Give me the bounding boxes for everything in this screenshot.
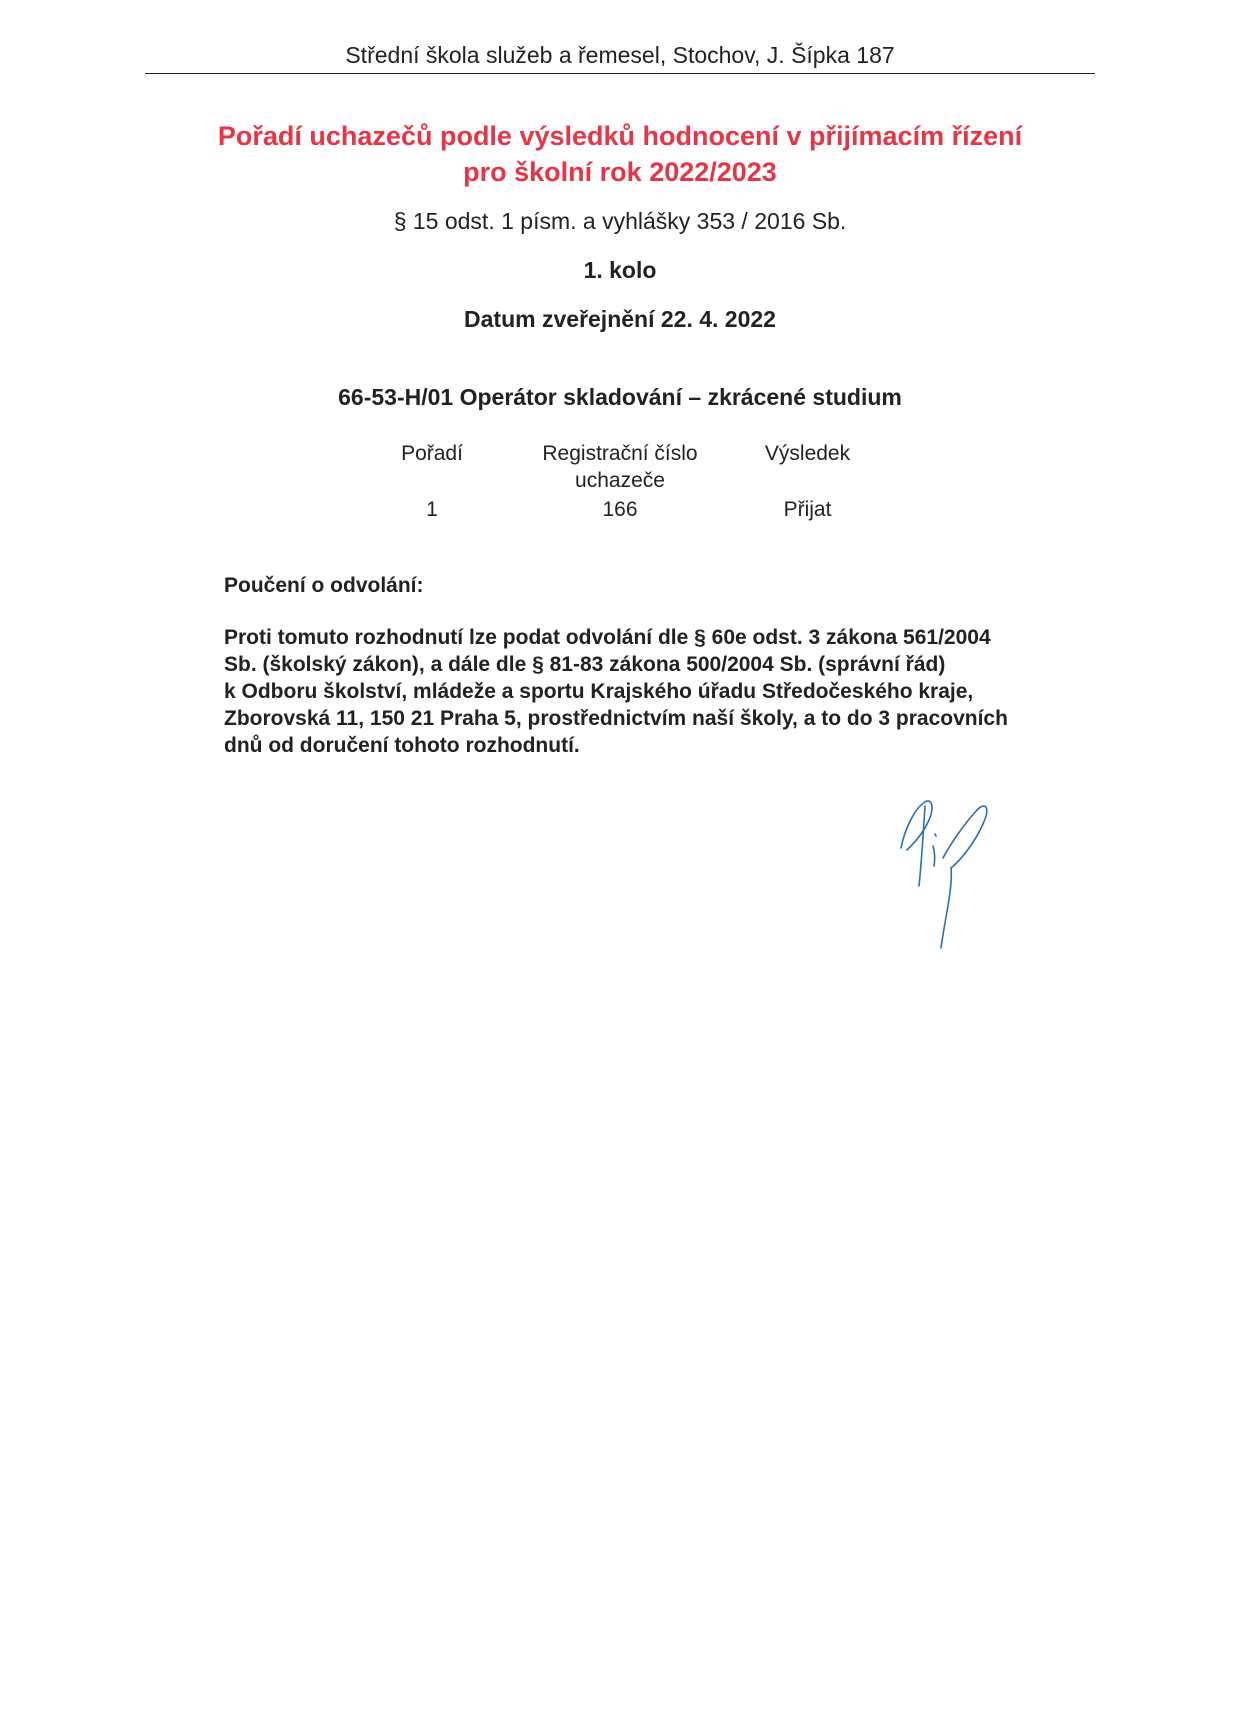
appeal-text	[224, 624, 1104, 759]
rank-cell: 1	[426, 498, 438, 521]
appeal-line: k Odboru školství, mládeže a sportu Krajského úřadu Středočeského kraje,	[224, 680, 974, 703]
registration-column	[515, 440, 725, 521]
appeal-line: Zborovská 11, 150 21 Praha 5, prostřednictvím naší školy, a to do 3 pracovních	[224, 707, 1008, 730]
registration-cell: 166	[602, 498, 638, 521]
appeal-line: Proti tomuto rozhodnutí lze podat odvolání dle § 60e odst. 3 zákona 561/2004	[224, 626, 991, 649]
round-label: 1. kolo	[583, 257, 657, 283]
result-header: Výsledek	[764, 442, 851, 465]
legal-basis: § 15 odst. 1 písm. a vyhlášky 353 / 2016 Sb.	[393, 208, 847, 234]
document-title	[120, 118, 1120, 190]
appeal-line: Sb. (školský zákon), a dále dle § 81-83 zákona 500/2004 Sb. (správní řád)	[224, 653, 946, 676]
registration-header-line-2: uchazeče	[575, 469, 665, 492]
study-program: 66-53-H/01 Operátor skladování – zkrácené studium	[338, 384, 902, 410]
rank-column	[372, 440, 492, 521]
handwritten-signature	[895, 798, 1005, 953]
title-line-1: Pořadí uchazečů podle výsledků hodnocení v přijímacím řízení	[217, 121, 1023, 151]
result-cell: Přijat	[783, 498, 832, 521]
publication-date: Datum zveřejnění 22. 4. 2022	[464, 306, 776, 332]
appeal-heading: Poučení o odvolání:	[224, 574, 424, 597]
registration-header-line-1: Registrační číslo	[542, 442, 698, 465]
school-name: Střední škola služeb a řemesel, Stochov, J. Šípka 187	[345, 42, 895, 68]
result-column	[740, 440, 875, 521]
appeal-line: dnů od doručení tohoto rozhodnutí.	[224, 734, 580, 757]
title-line-2: pro školní rok 2022/2023	[463, 157, 777, 187]
header-divider	[145, 73, 1095, 74]
rank-header: Pořadí	[401, 442, 463, 465]
